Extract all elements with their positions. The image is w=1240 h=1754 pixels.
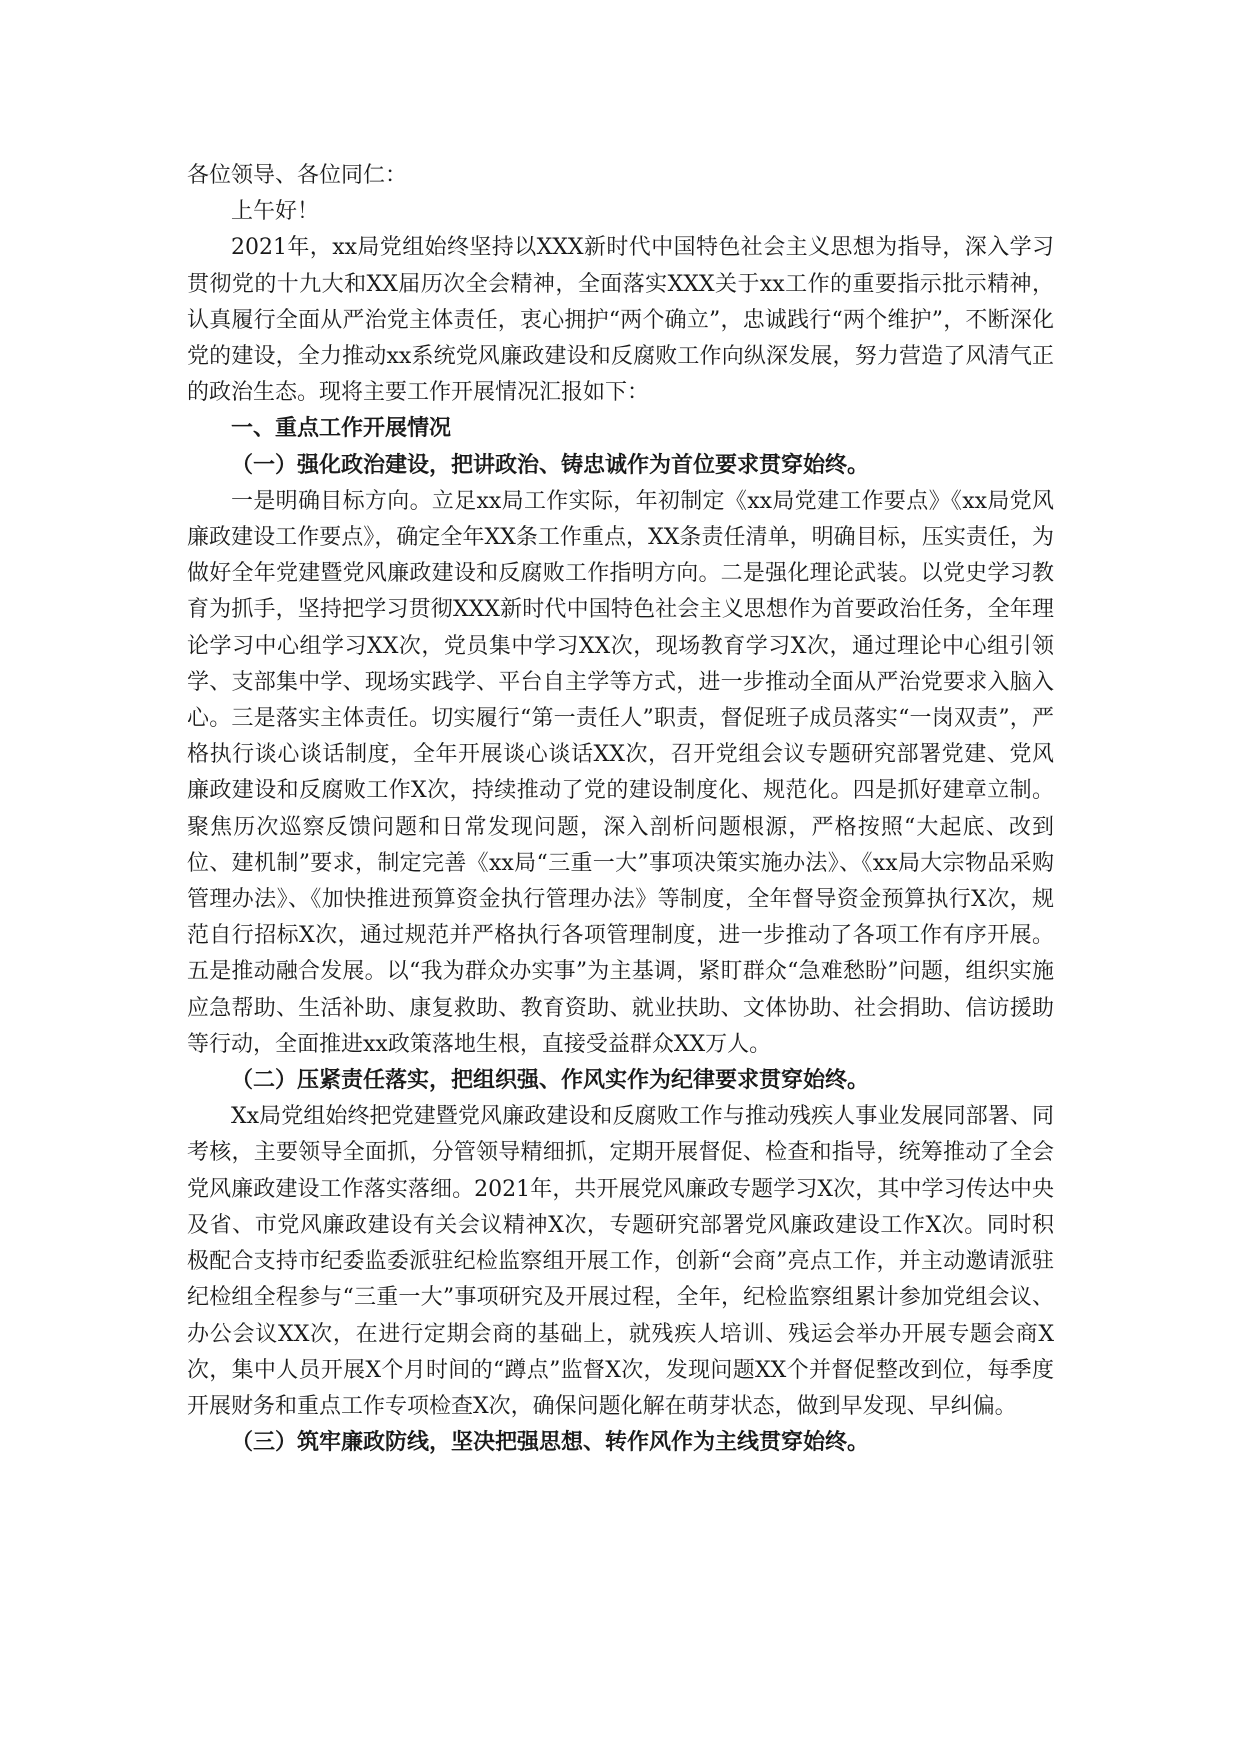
subsection-heading-2: （二）压紧责任落实，把组织强、作风实作为纪律要求贯穿始终。: [231, 1068, 870, 1094]
document-page: [187, 158, 1054, 1461]
subsection-heading-3: （三）筑牢廉政防线，坚决把强思想、转作风作为主线贯穿始终。: [231, 1430, 870, 1456]
intro-paragraph: 2021年，xx局党组始终坚持以XXX新时代中国特色社会主义思想为指导，深入学习贯彻党的十九大和XX届历次全会精神，全面落实XXX关于xx工作的重要指示批示精神，认真履行全面从严治党主体责任，衷心拥护“两个确立”，忠诚践行“两个维护”，不断深化党的建设，全力推动xx系统党风廉政建设和反腐败工作向纵深发展，努力营造了风清气正的政治生态。现将主要工作开展情况汇报如下：: [187, 235, 1054, 406]
subsection-body-1: 一是明确目标方向。立足xx局工作实际，年初制定《xx局党建工作要点》《xx局党风廉政建设工作要点》，确定全年XX条工作重点，XX条责任清单，明确目标，压实责任，为做好全年党建暨党风廉政建设和反腐败工作指明方向。二是强化理论武装。以党史学习教育为抓手，坚持把学习贯彻XXX新时代中国特色社会主义思想作为首要政治任务，全年理论学习中心组学习XX次，党员集中学习XX次，现场教育学习X次，通过理论中心组引领学、支部集中学、现场实践学、平台自主学等方式，进一步推动全面从严治党要求入脑入心。三是落实主体责任。切实履行“第一责任人”职责，督促班子成员落实“一岗双责”，严格执行谈心谈话制度，全年开展谈心谈话XX次，召开党组会议专题研究部署党建、党风廉政建设和反腐败工作X次，持续推动了党的建设制度化、规范化。四是抓好建章立制。聚焦历次巡察反馈问题和日常发现问题，深入剖析问题根源，严格按照“大起底、改到位、建机制”要求，制定完善《xx局“三重一大”事项决策实施办法》、《xx局大宗物品采购管理办法》、《加快推进预算资金执行管理办法》等制度，全年督导资金预算执行X次，规范自行招标X次，通过规范并严格执行各项管理制度，进一步推动了各项工作有序开展。五是推动融合发展。以“我为群众办实事”为主基调，紧盯群众“急难愁盼”问题，组织实施应急帮助、生活补助、康复救助、教育资助、就业扶助、文体协助、社会捐助、信访援助等行动，全面推进xx政策落地生根，直接受益群众XX万人。: [187, 488, 1054, 1057]
section-heading-1: 一、重点工作开展情况: [231, 416, 452, 442]
subsection-heading-1: （一）强化政治建设，把讲政治、铸忠诚作为首位要求贯穿始终。: [231, 452, 870, 478]
greeting: 上午好！: [231, 199, 320, 225]
salutation: 各位领导、各位同仁：: [187, 163, 408, 188]
subsection-body-2: Xx局党组始终把党建暨党风廉政建设和反腐败工作与推动残疾人事业发展同部署、同考核，主要领导全面抓，分管领导精细抓，定期开展督促、检查和指导，统筹推动了全会党风廉政建设工作落实落细。2021年，共开展党风廉政专题学习X次，其中学习传达中央及省、市党风廉政建设有关会议精神X次，专题研究部署党风廉政建设工作X次。同时积极配合支持市纪委监委派驻纪检监察组开展工作，创新“会商”亮点工作，并主动邀请派驻纪检组全程参与“三重一大”事项研究及开展过程，全年，纪检监察组累计参加党组会议、办公会议XX次，在进行定期会商的基础上，就残疾人培训、残运会举办开展专题会商X次，集中人员开展X个月时间的“蹲点”监督X次，发现问题XX个并督促整改到位，每季度开展财务和重点工作专项检查X次，确保问题化解在萌芽状态，做到早发现、早纠偏。: [187, 1104, 1054, 1419]
